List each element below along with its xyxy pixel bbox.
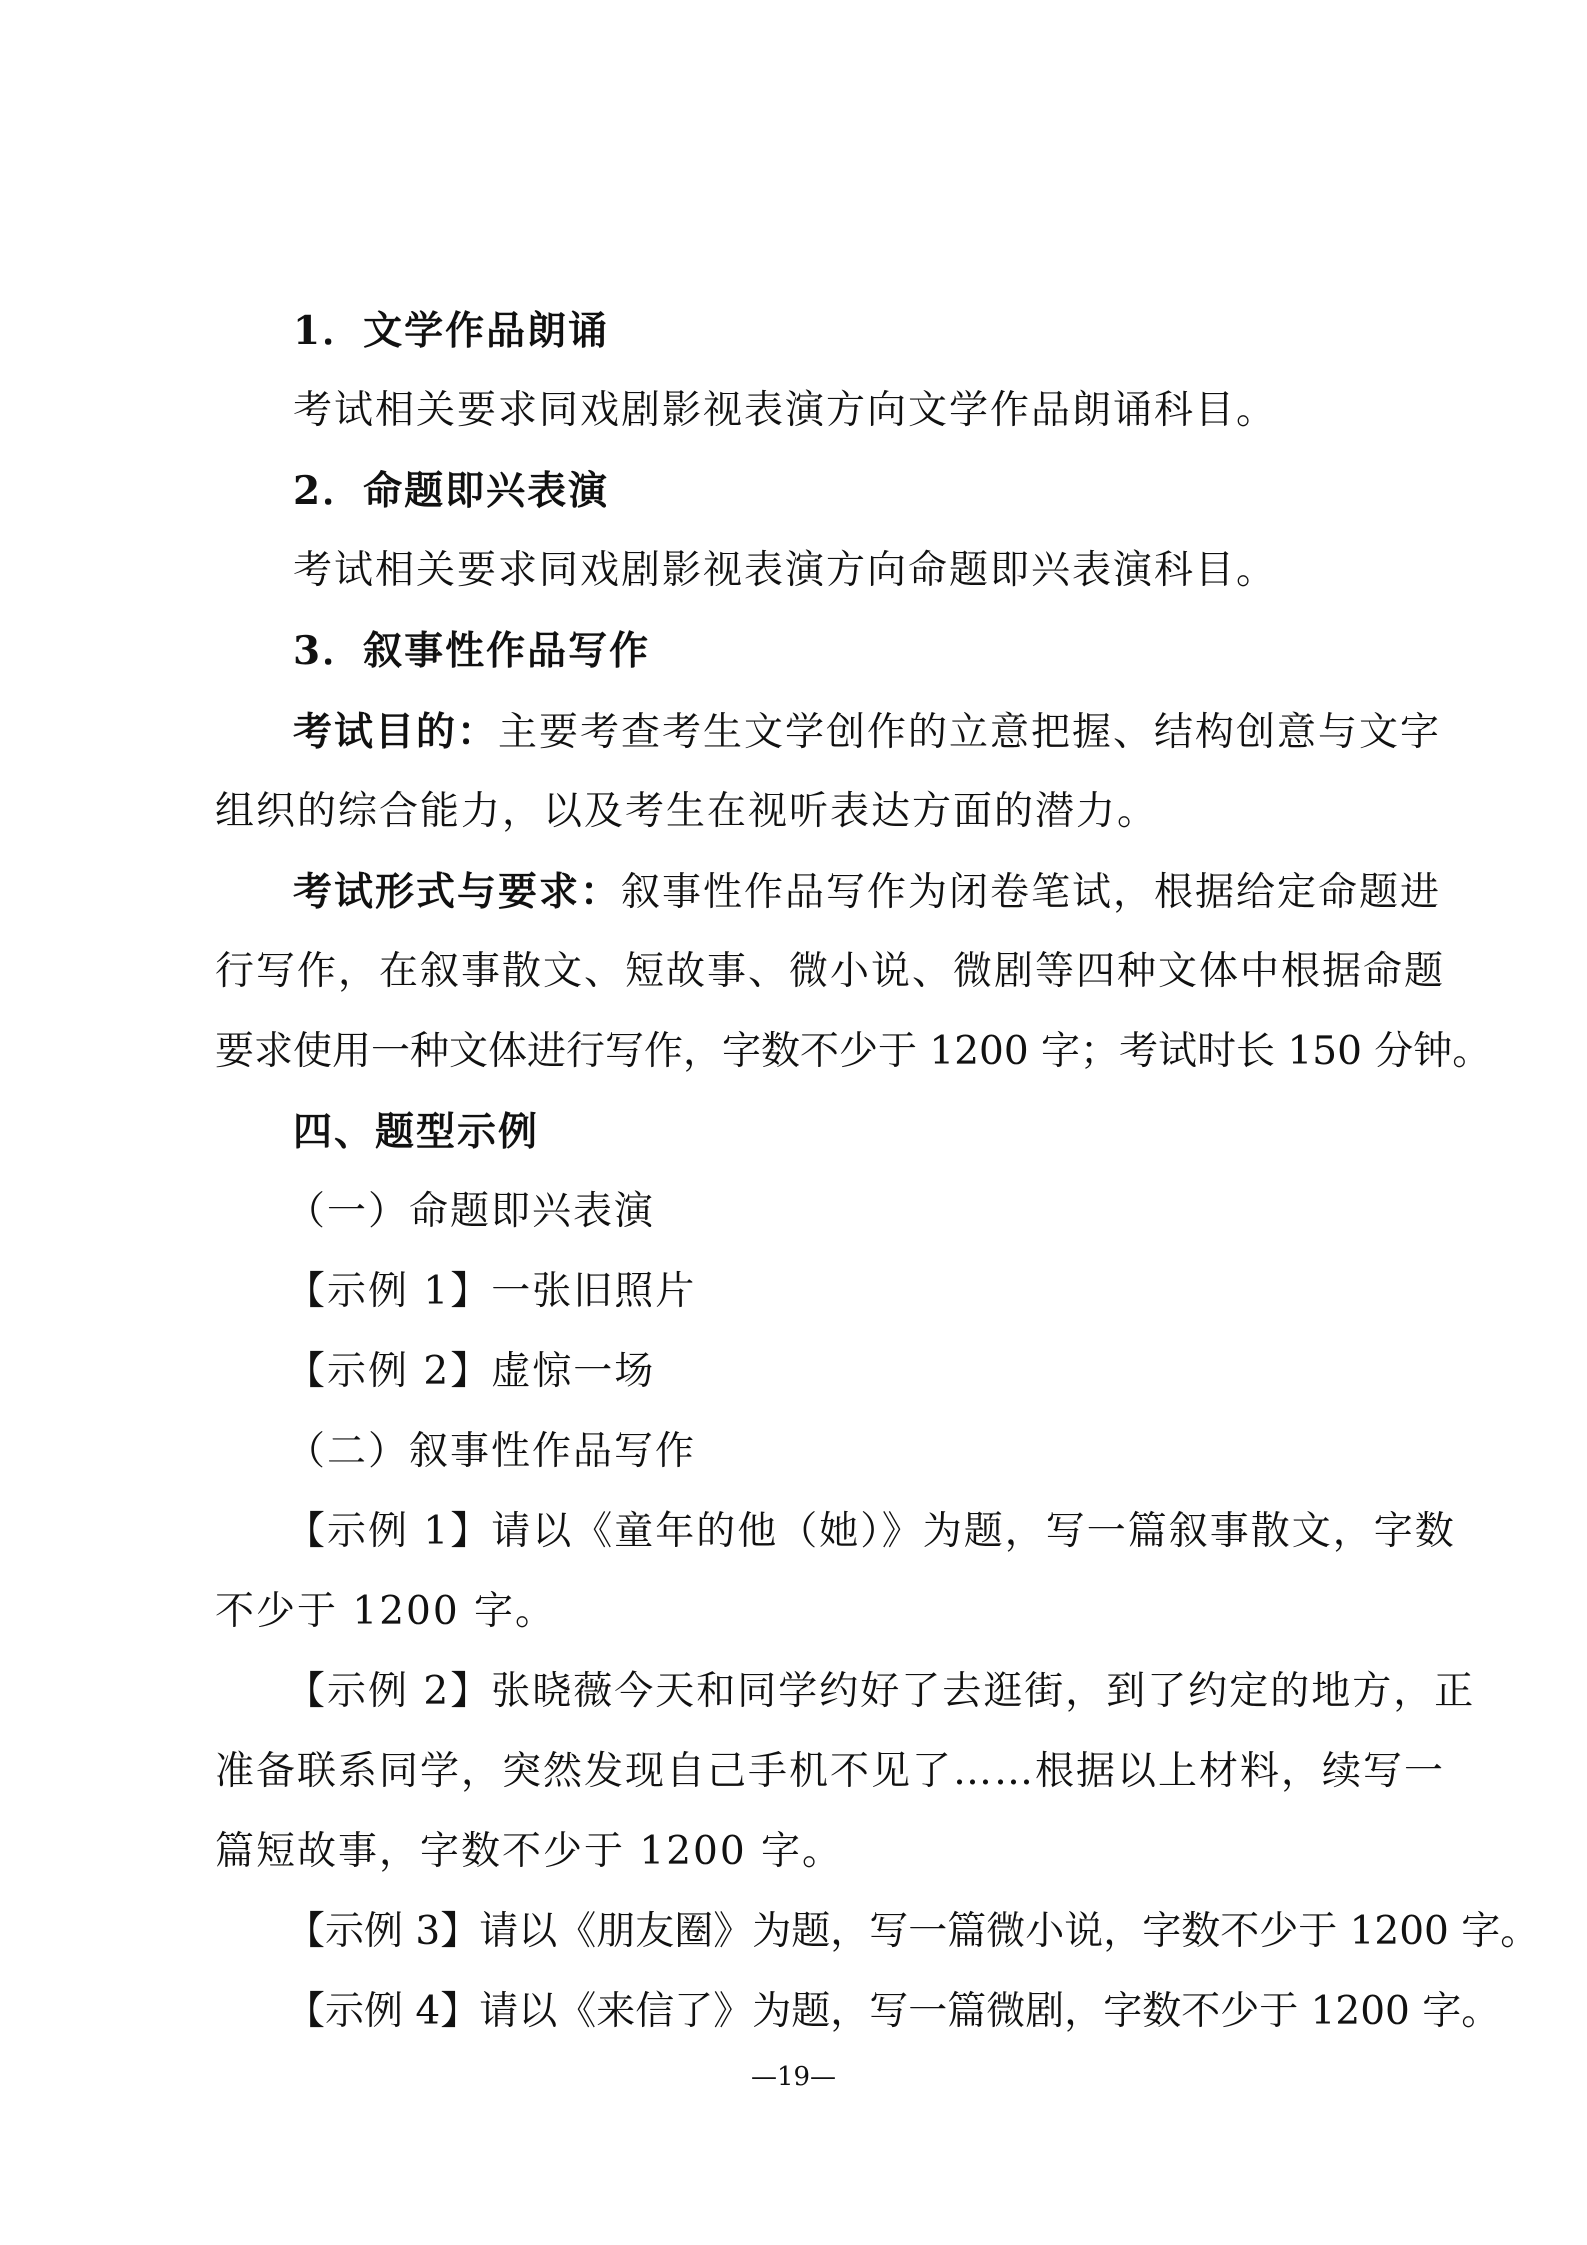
example-item-continued: 准备联系同学，突然发现自己手机不见了……根据以上材料，续写一 xyxy=(215,1749,1446,1794)
exam-purpose-label: 考试目的： xyxy=(293,709,499,755)
subheading-impromptu-performance: （一）命题即兴表演 xyxy=(286,1189,656,1234)
paragraph-impromptu-requirements: 考试相关要求同戏剧影视表演方向命题即兴表演科目。 xyxy=(293,548,1278,593)
example-item: 【示例 1】一张旧照片 xyxy=(286,1269,697,1314)
example-item: 【示例 3】请以《朋友圈》为题，写一篇微小说，字数不少于 1200 字。 xyxy=(286,1909,1540,1954)
paragraph-recitation-requirements: 考试相关要求同戏剧影视表演方向文学作品朗诵科目。 xyxy=(293,388,1278,433)
example-item: 【示例 1】请以《童年的他（她）》为题，写一篇叙事散文，字数 xyxy=(286,1509,1456,1554)
subheading-narrative-writing: （二）叙事性作品写作 xyxy=(286,1429,697,1474)
exam-form-label: 考试形式与要求： xyxy=(293,869,622,915)
example-item: 【示例 4】请以《来信了》为题，写一篇微剧，字数不少于 1200 字。 xyxy=(286,1989,1501,2034)
paragraph-exam-form-line: 要求使用一种文体进行写作，字数不少于 1200 字；考试时长 150 分钟。 xyxy=(215,1029,1492,1074)
paragraph-exam-purpose-line: 组织的综合能力，以及考生在视听表达方面的潜力。 xyxy=(215,789,1159,834)
heading-literary-recitation: 1．文学作品朗诵 xyxy=(293,308,610,354)
heading-impromptu-performance: 2．命题即兴表演 xyxy=(293,468,610,514)
paragraph-exam-purpose-line xyxy=(293,708,1442,757)
example-item: 【示例 2】张晓薇今天和同学约好了去逛街，到了约定的地方，正 xyxy=(286,1669,1476,1714)
example-item-continued: 篇短故事，字数不少于 1200 字。 xyxy=(215,1829,844,1874)
example-item-continued: 不少于 1200 字。 xyxy=(215,1589,557,1634)
example-item: 【示例 2】虚惊一场 xyxy=(286,1349,656,1394)
exam-purpose-text: 主要考查考生文学创作的立意把握、结构创意与文字 xyxy=(498,710,1442,755)
page-number: —19— xyxy=(750,2062,837,2092)
paragraph-exam-form-line xyxy=(293,868,1442,917)
heading-narrative-writing: 3．叙事性作品写作 xyxy=(293,628,651,674)
paragraph-exam-form-line: 行写作，在叙事散文、短故事、微小说、微剧等四种文体中根据命题 xyxy=(215,949,1446,994)
heading-question-examples: 四、题型示例 xyxy=(293,1109,540,1155)
exam-form-text: 叙事性作品写作为闭卷笔试，根据给定命题进 xyxy=(621,870,1442,915)
